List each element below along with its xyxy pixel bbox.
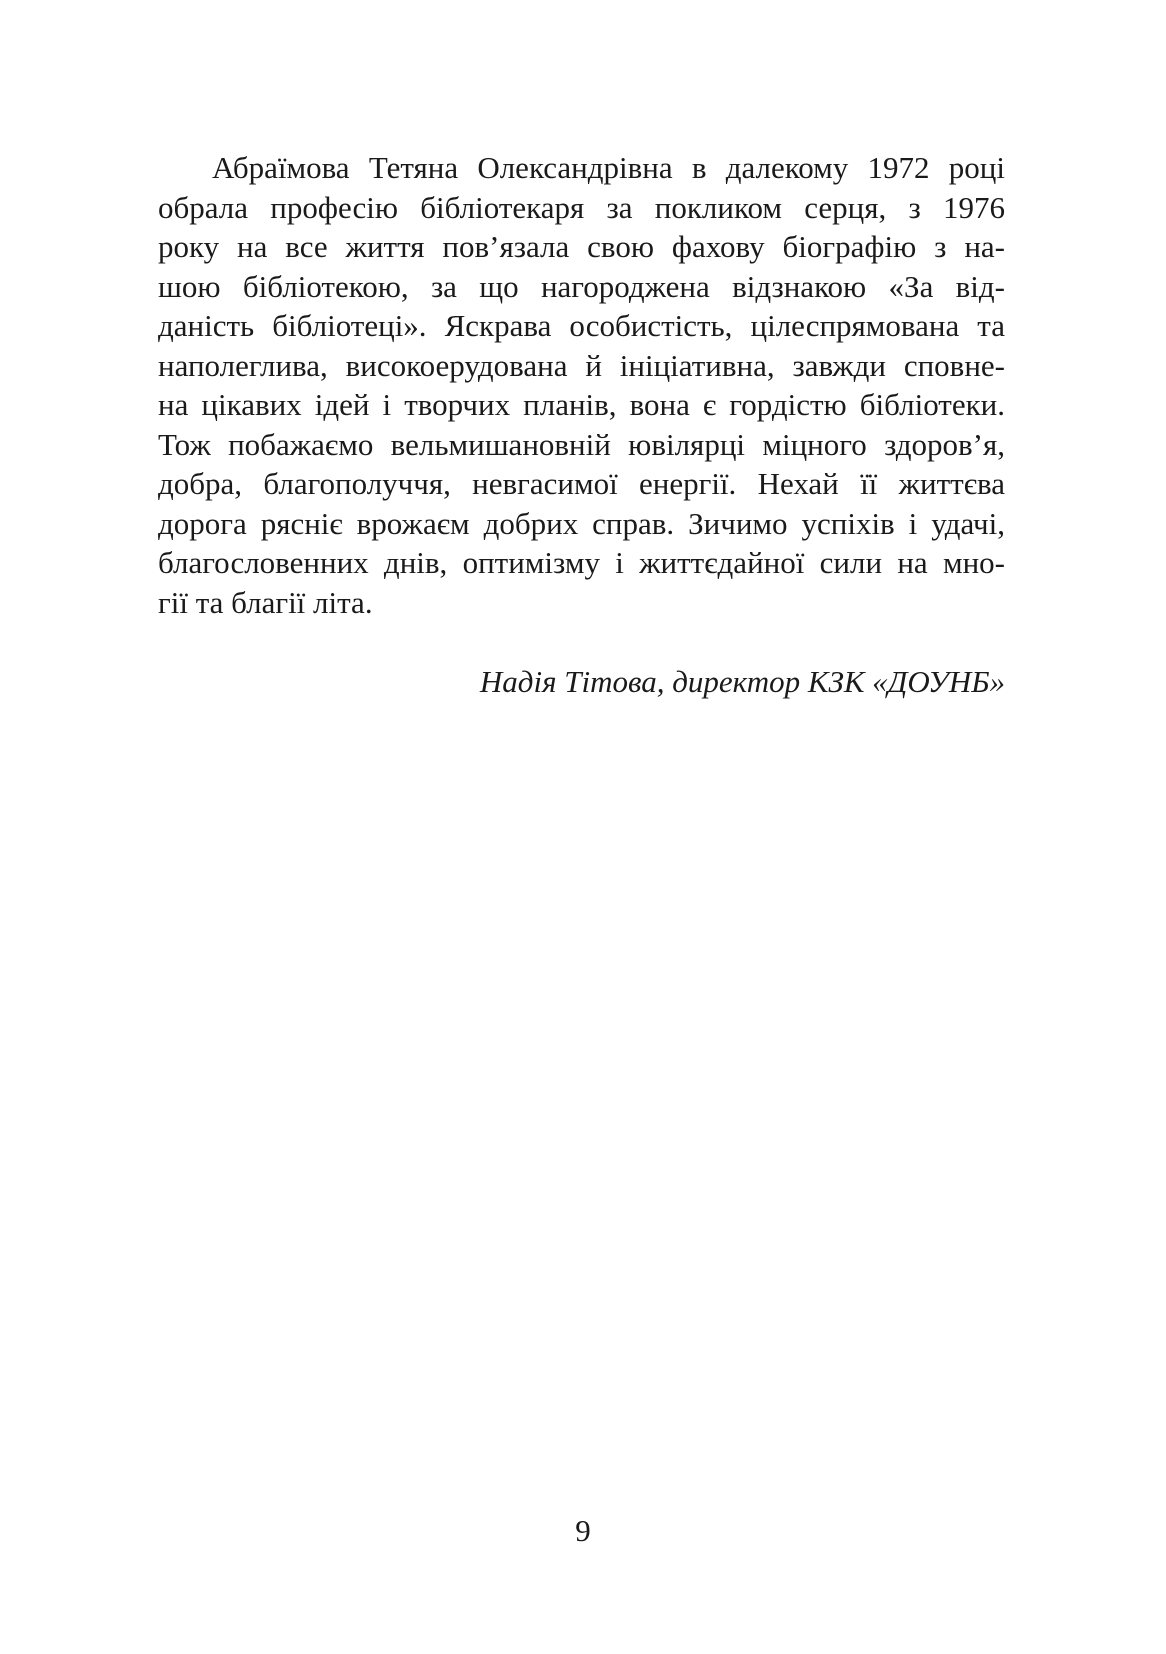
paragraph-line: благословенних днів, оптимізму і життєдайної сили на мно- (158, 545, 1005, 580)
paragraph-line: дорога рясніє врожаєм добрих справ. Зичимо успіхів і удачі, (158, 505, 1005, 541)
paragraph-line: року на все життя пов’язала свою фахову біографію з на- (158, 229, 1005, 264)
paragraph-line: на цікавих ідей і творчих планів, вона є гордістю бібліотеки. (158, 387, 1005, 422)
paragraph-line: добра, благополуччя, невгасимої енергії. Нехай її життєва (158, 466, 1005, 501)
paragraph-line: гії та благії літа. (158, 584, 373, 620)
paragraph-line: наполеглива, високоерудована й ініціативна, завжди сповне- (158, 347, 1005, 383)
paragraph-line: даність бібліотеці». Яскрава особистість, цілеспрямована та (158, 308, 1005, 343)
author-signature: Надія Тітова, директор КЗК «ДОУНБ» (479, 664, 1005, 699)
body-paragraph (158, 148, 1005, 622)
paragraph-line: шою бібліотекою, за що нагороджена відзнакою «За від- (158, 268, 1005, 304)
paragraph-line: Абраїмова Тетяна Олександрівна в далекому 1972 році (212, 150, 1005, 185)
page-number: 9 (575, 1513, 591, 1548)
paragraph-line: Тож побажаємо вельмишановній ювілярці міцного здоров’я, (158, 426, 1005, 462)
paragraph-line: обрала професію бібліотекаря за покликом серця, з 1976 (158, 189, 1005, 225)
